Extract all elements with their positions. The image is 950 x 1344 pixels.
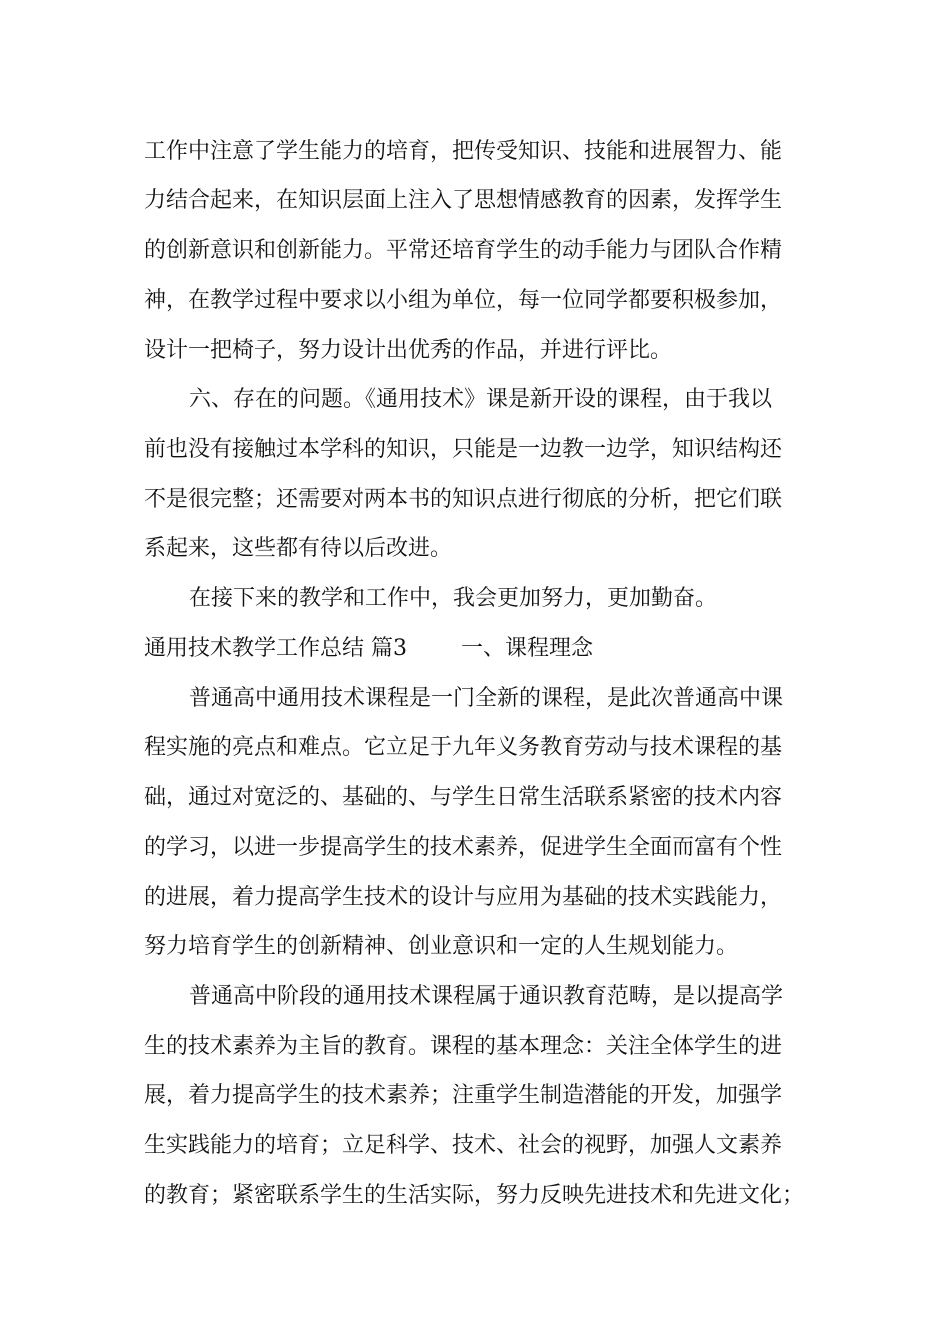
line-text: 工作中注意了学生能力的培育，把传受知识、技能和进展智力、能 (144, 139, 783, 164)
paragraph-first-line (0, 385, 950, 435)
line-text: 的学习，以进一步提高学生的技术素养，促进学生全面而富有个性 (144, 835, 783, 860)
text-line (0, 236, 950, 286)
text-line (0, 883, 950, 933)
text-line (0, 336, 950, 386)
line-text: 力结合起来，在知识层面上注入了思想情感教育的因素，发挥学生 (144, 188, 783, 213)
section-title: 通用技术教学工作总结 篇3 (144, 636, 407, 661)
line-text: 的进展，着力提高学生技术的设计与应用为基础的技术实践能力， (144, 885, 783, 910)
text-line (0, 286, 950, 336)
line-text: 础，通过对宽泛的、基础的、与学生日常生活联系紧密的技术内容 (144, 785, 783, 810)
text-line (0, 435, 950, 485)
text-line (0, 1032, 950, 1082)
line-text: 六、存在的问题。《通用技术》课是新开设的课程，由于我以 (189, 387, 773, 412)
text-line (0, 1181, 950, 1231)
text-line (0, 534, 950, 584)
paragraph-first-line (0, 982, 950, 1032)
subsection-title: 一、课程理念 (461, 636, 594, 661)
text-line (0, 1131, 950, 1181)
line-text: 生实践能力的培育；立足科学、技术、社会的视野，加强人文素养 (144, 1133, 783, 1158)
line-text: 的教育；紧密联系学生的生活实际，努力反映先进技术和先进文化； (144, 1183, 805, 1208)
line-text: 不是很完整；还需要对两本书的知识点进行彻底的分析，把它们联 (144, 487, 783, 512)
line-text: 普通高中阶段的通用技术课程属于通识教育范畴，是以提高学 (189, 984, 784, 1009)
line-text: 展，着力提高学生的技术素养；注重学生制造潜能的开发，加强学 (144, 1083, 783, 1108)
text-line (0, 833, 950, 883)
text-line (0, 783, 950, 833)
text-line (0, 1081, 950, 1131)
line-text: 系起来，这些都有待以后改进。 (144, 536, 453, 561)
paragraph-first-line (0, 684, 950, 734)
line-text: 在接下来的教学和工作中，我会更加努力，更加勤奋。 (189, 586, 718, 611)
line-text: 程实施的亮点和难点。它立足于九年义务教育劳动与技术课程的基 (144, 735, 783, 760)
line-text: 生的技术素养为主旨的教育。课程的基本理念：关注全体学生的进 (144, 1034, 783, 1059)
text-line (0, 137, 950, 187)
line-text: 设计一把椅子，努力设计出优秀的作品，并进行评比。 (144, 338, 673, 363)
text-line (0, 485, 950, 535)
text-line (0, 186, 950, 236)
paragraph-first-line (0, 584, 950, 634)
line-text: 前也没有接触过本学科的知识，只能是一边教一边学，知识结构还 (144, 437, 783, 462)
line-text: 普通高中通用技术课程是一门全新的课程，是此次普通高中课 (189, 686, 784, 711)
line-text: 努力培育学生的创新精神、创业意识和一定的人生规划能力。 (144, 934, 739, 959)
text-line (0, 932, 950, 982)
section-heading-line (0, 634, 950, 684)
line-text: 的创新意识和创新能力。平常还培育学生的动手能力与团队合作精 (144, 238, 783, 263)
line-text: 神，在教学过程中要求以小组为单位，每一位同学都要积极参加， (144, 288, 783, 313)
text-line (0, 733, 950, 783)
